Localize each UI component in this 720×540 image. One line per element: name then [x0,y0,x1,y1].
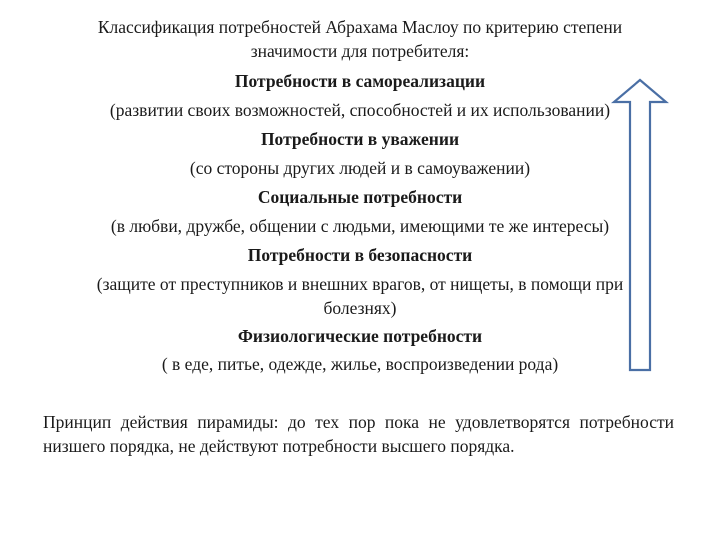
level-5-description: ( в еде, питье, одежде, жилье, воспроизведении рода) [161,354,559,374]
principle-paragraph: Принцип действия пирамиды: до тех пор пока не удовлетворятся потребности низшего порядка, не действуют потребности высшего порядка. [43,412,674,456]
level-1-name: Потребности в самореализации [234,71,486,91]
title-line-2: значимости для потребителя: [250,41,470,61]
up-arrow-shape [614,80,666,370]
level-3-name: Социальные потребности [257,187,463,207]
level-4-description-line-1: (защите от преступников и внешних врагов, от нищеты, в помощи при [96,274,624,294]
level-2-description: (со стороны других людей и в самоуважении) [189,158,531,178]
level-3-description: (в любви, дружбе, общении с людьми, имеющими те же интересы) [110,216,610,236]
level-2-name: Потребности в уважении [260,129,460,149]
level-1-description: (развитии своих возможностей, способностей и их использовании) [109,100,611,120]
title-line-1: Классификация потребностей Абрахама Маслоу по критерию степени [97,17,623,37]
level-4-name: Потребности в безопасности [247,245,473,265]
level-4-description-line-2: болезнях) [323,298,397,318]
level-5-name: Физиологические потребности [237,326,483,346]
